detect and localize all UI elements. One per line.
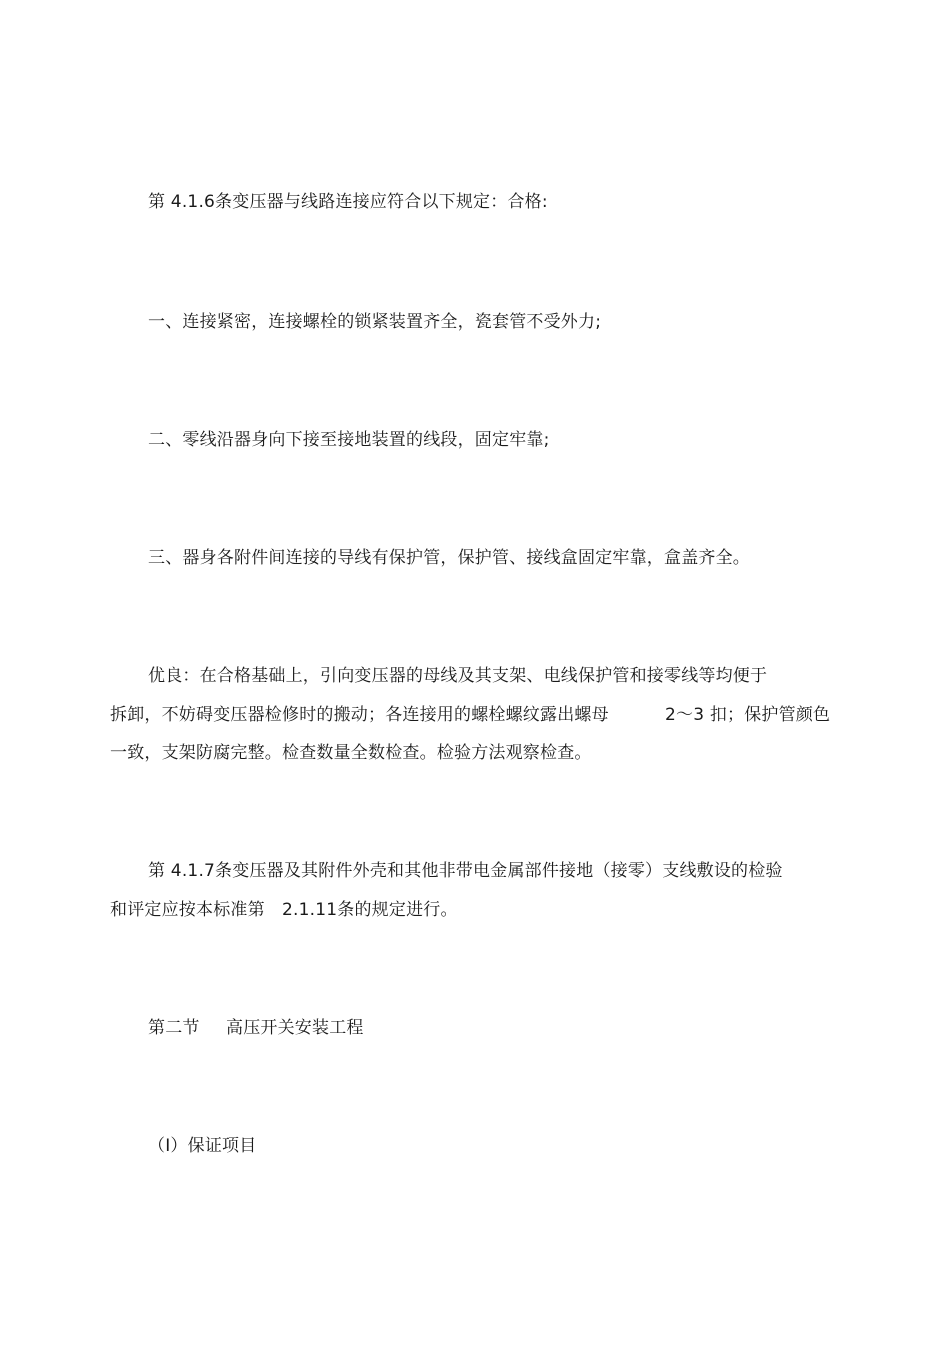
clause-item-two: 二、零线沿器身向下接至接地装置的线段，固定牢靠; [148, 430, 550, 450]
excellent-criteria-line-3: 一致，支架防腐完整。检查数量全数检查。检验方法观察检查。 [110, 743, 592, 763]
clause-4-1-6-heading: 第 4.1.6条变压器与线路连接应符合以下规定：合格: [148, 192, 548, 212]
excellent-criteria-line-2a: 拆卸，不妨碍变压器检修时的搬动；各连接用的螺栓螺纹露出螺母 [110, 705, 609, 725]
excellent-criteria-line-2b: 2～3 扣；保护管颜色 [665, 705, 831, 725]
clause-item-one: 一、连接紧密，连接螺栓的锁紧装置齐全，瓷套管不受外力; [148, 312, 602, 332]
clause-4-1-7-line-2b: 2.1.11条的规定进行。 [282, 900, 458, 920]
clause-4-1-7-line-1: 第 4.1.7条变压器及其附件外壳和其他非带电金属部件接地（接零）支线敷设的检验 [148, 861, 783, 881]
subsection-title: （Ⅰ）保证项目 [148, 1136, 257, 1156]
clause-item-three: 三、器身各附件间连接的导线有保护管，保护管、接线盒固定牢靠，盒盖齐全。 [148, 548, 750, 568]
excellent-criteria-line-1: 优良：在合格基础上，引向变压器的母线及其支架、电线保护管和接零线等均便于 [148, 666, 768, 686]
section-number: 第二节 [148, 1018, 200, 1038]
clause-4-1-7-line-2a: 和评定应按本标准第 [110, 900, 265, 920]
section-title: 高压开关安装工程 [226, 1018, 364, 1038]
